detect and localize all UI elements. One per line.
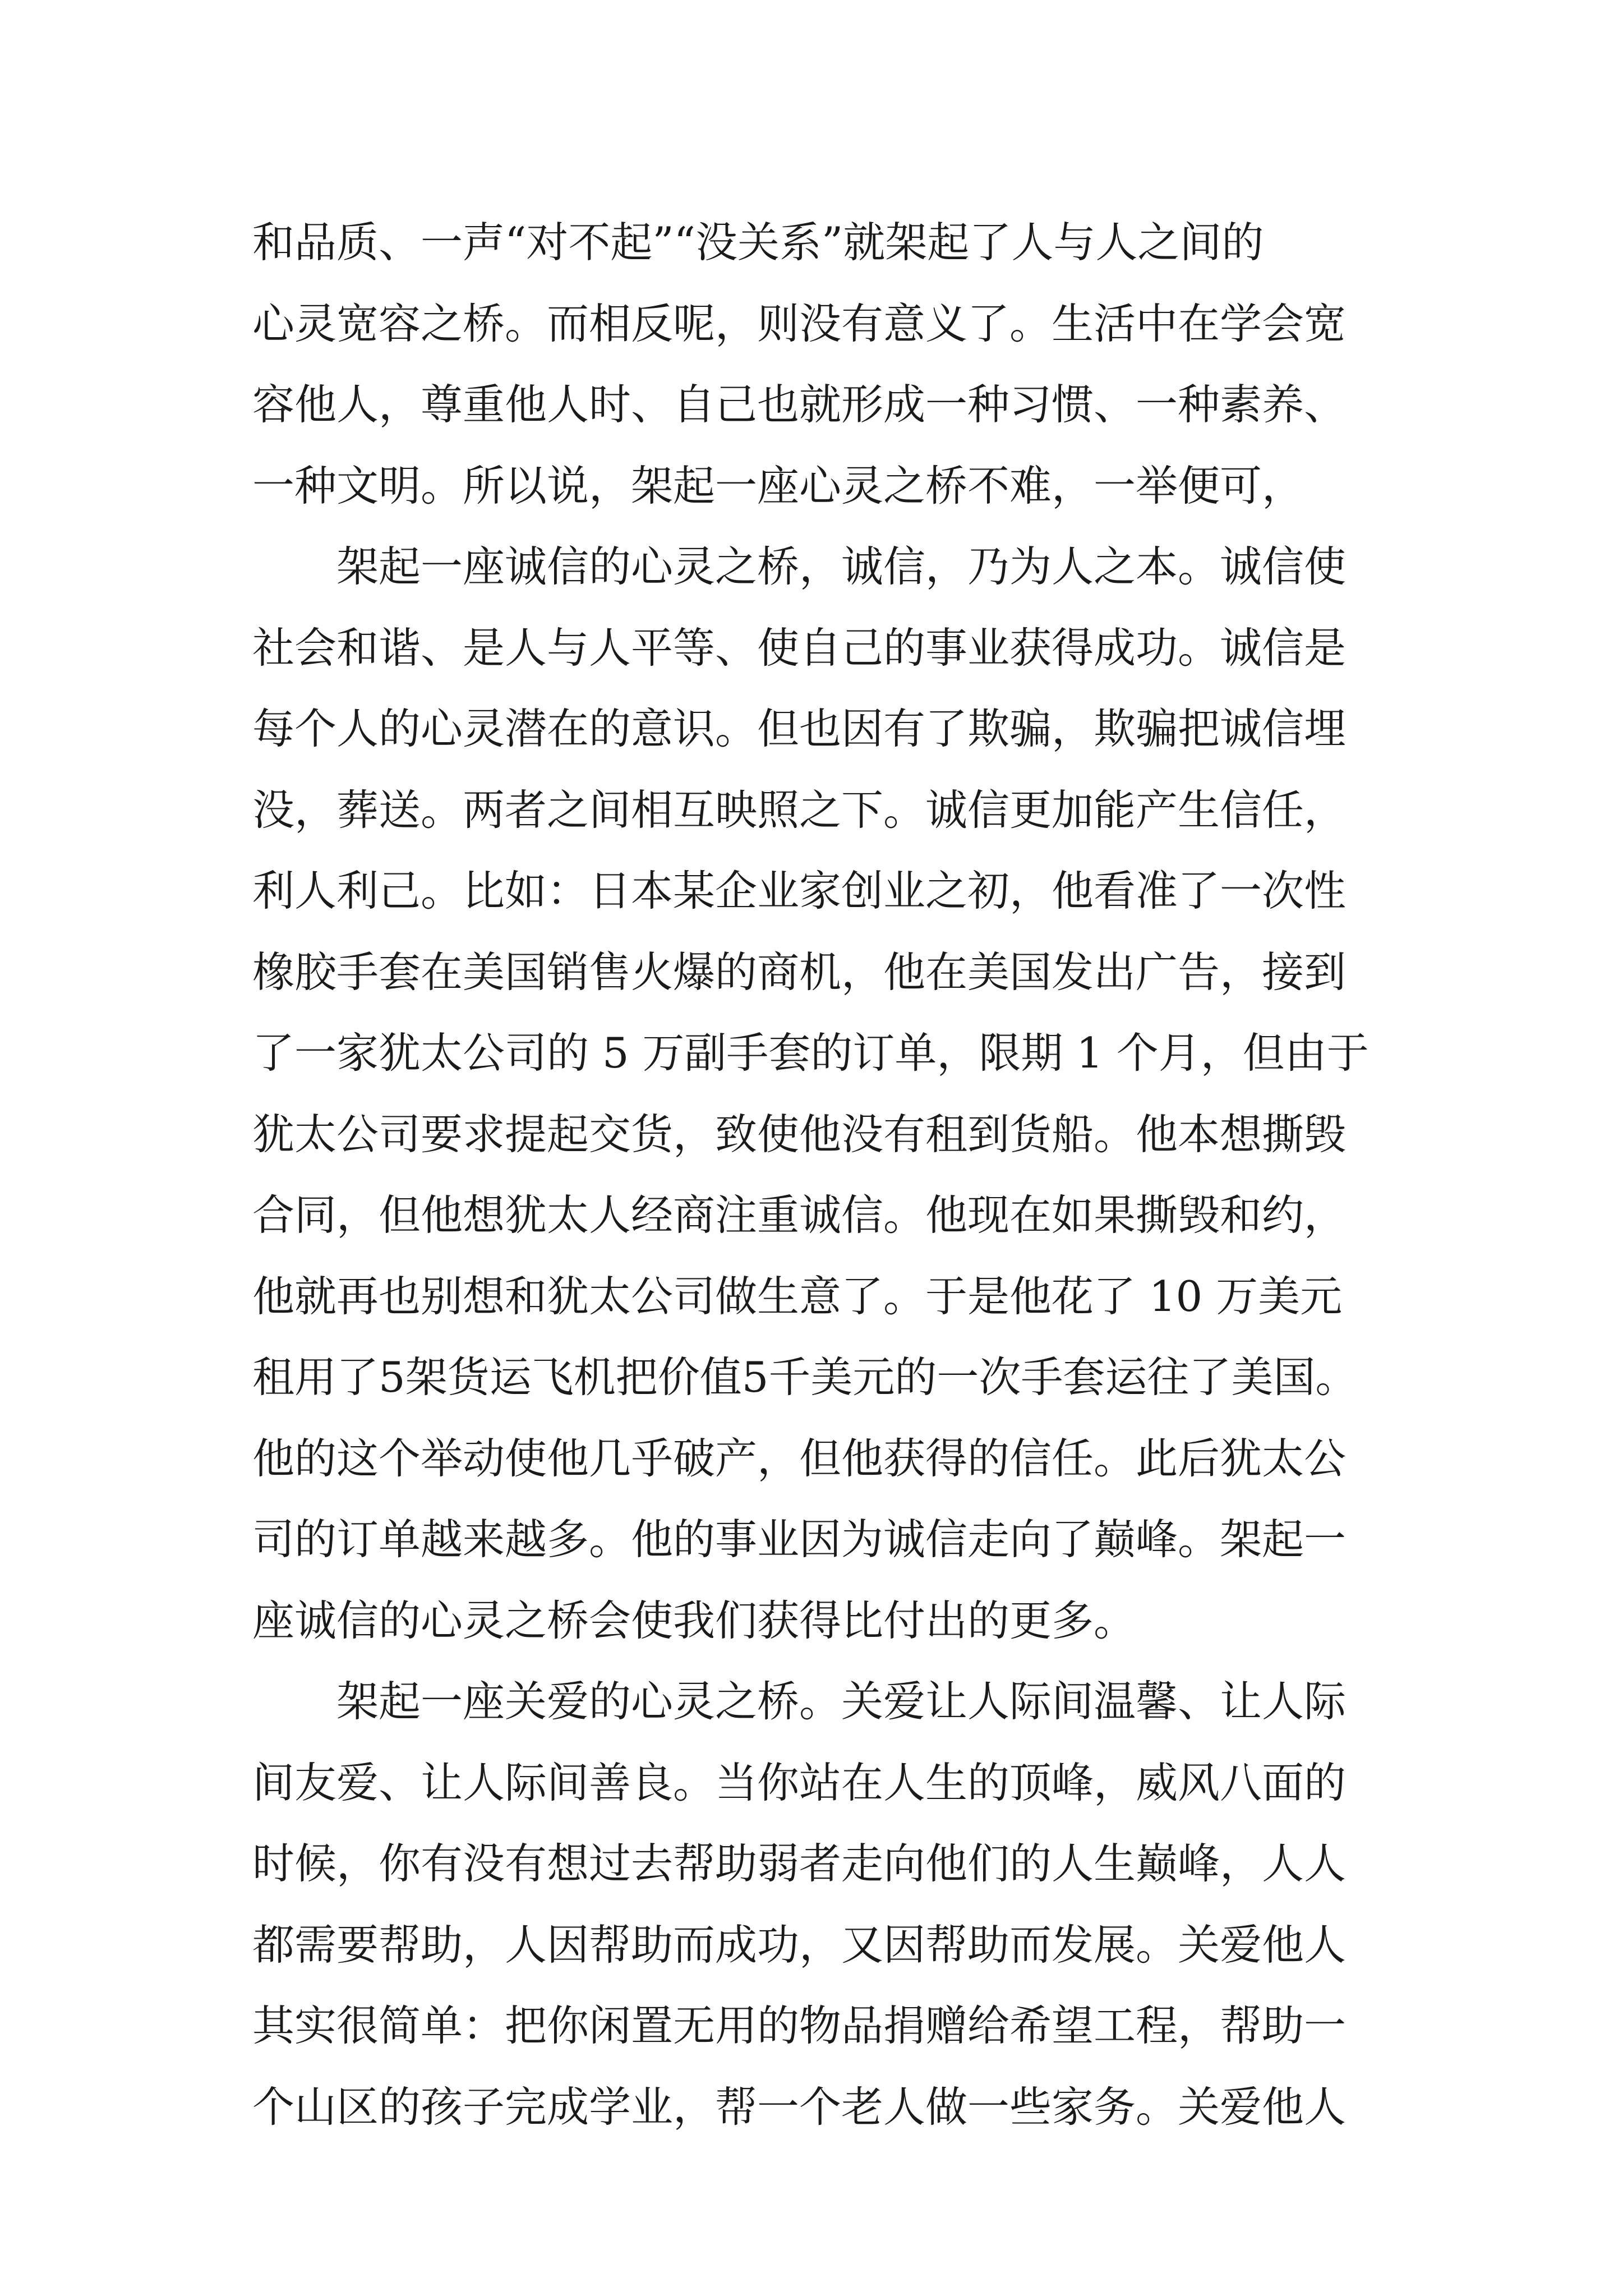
text-line: 个山区的孩子完成学业，帮一个老人做一些家务。关爱他人 (252, 2082, 1347, 2132)
text-line: 间友爱、让人际间善良。当你站在人生的顶峰，威风八面的 (252, 1757, 1347, 1807)
text-line: 没，葬送。两者之间相互映照之下。诚信更加能产生信任， (252, 785, 1347, 835)
text-line: 架起一座关爱的心灵之桥。关爱让人际间温馨、让人际 (252, 1677, 1347, 1726)
text-line: 橡胶手套在美国销售火爆的商机，他在美国发出广告，接到 (252, 947, 1347, 997)
text-line: 司的订单越来越多。他的事业因为诚信走向了巅峰。架起一 (252, 1515, 1347, 1564)
text-line: 犹太公司要求提起交货，致使他没有租到货船。他本想撕毁 (252, 1109, 1347, 1159)
text-line: 每个人的心灵潜在的意识。但也因有了欺骗，欺骗把诚信埋 (252, 704, 1347, 753)
text-line: 和品质、一声“对不起”“没关系”就架起了人与人之间的 (252, 218, 1264, 267)
text-line: 合同，但他想犹太人经商注重诚信。他现在如果撕毁和约， (252, 1190, 1347, 1240)
text-line: 座诚信的心灵之桥会使我们获得比付出的更多。 (252, 1595, 1136, 1645)
text-line: 时候，你有没有想过去帮助弱者走向他们的人生巅峰，人人 (252, 1839, 1347, 1888)
text-line: 心灵宽容之桥。而相反呢，则没有意义了。生活中在学会宽 (252, 298, 1347, 348)
text-line: 利人利己。比如：日本某企业家创业之初，他看准了一次性 (252, 866, 1347, 915)
text-line: 其实很简单：把你闲置无用的物品捐赠给希望工程，帮助一 (252, 2001, 1347, 2050)
text-line: 他的这个举动使他几乎破产，但他获得的信任。此后犹太公 (252, 1433, 1347, 1483)
text-line: 他就再也别想和犹太公司做生意了。于是他花了 10 万美元 (252, 1271, 1343, 1321)
text-line: 社会和谐、是人与人平等、使自己的事业获得成功。诚信是 (252, 623, 1347, 673)
text-line: 都需要帮助，人因帮助而成功，又因帮助而发展。关爱他人 (252, 1920, 1347, 1970)
text-line: 了一家犹太公司的 5 万副手套的订单，限期 1 个月，但由于 (252, 1028, 1369, 1078)
text-line: 一种文明。所以说，架起一座心灵之桥不难，一举便可， (252, 461, 1304, 510)
text-line: 容他人，尊重他人时、自己也就形成一种习惯、一种素养、 (252, 380, 1347, 429)
body-text (252, 202, 1391, 2147)
text-line: 架起一座诚信的心灵之桥，诚信，乃为人之本。诚信使 (252, 542, 1347, 591)
text-line: 租用了5架货运飞机把价值5千美元的一次手套运往了美国。 (252, 1352, 1358, 1402)
